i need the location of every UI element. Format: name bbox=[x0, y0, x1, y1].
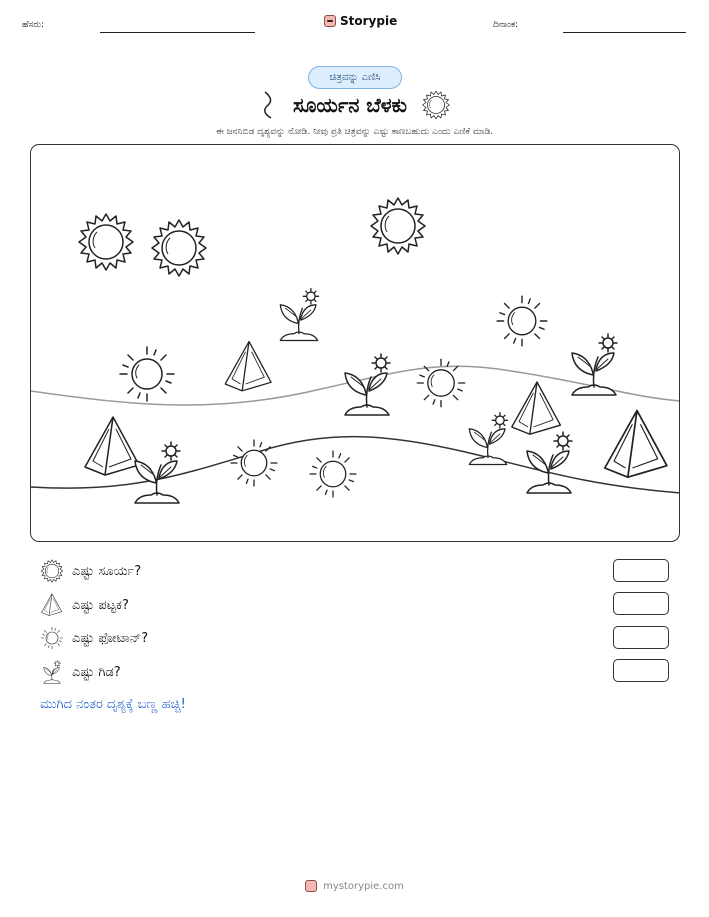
answer-box-photon[interactable] bbox=[613, 626, 669, 649]
photon-icon bbox=[40, 626, 64, 650]
answer-box-sun[interactable] bbox=[613, 559, 669, 582]
name-line[interactable] bbox=[100, 32, 255, 33]
scene-prism bbox=[605, 411, 667, 478]
scene-plant bbox=[135, 442, 180, 503]
mascot-icon bbox=[324, 15, 336, 27]
question-text: ಎಷ್ಟು ಸೂರ್ಯ? bbox=[72, 563, 142, 579]
scene-sun bbox=[371, 198, 425, 254]
scene-plant bbox=[572, 334, 617, 395]
scene-photon bbox=[231, 440, 277, 486]
scene-sun bbox=[79, 214, 133, 270]
scene-prism bbox=[85, 417, 139, 475]
scene-plant bbox=[345, 354, 390, 415]
brand-logo bbox=[324, 14, 397, 28]
scene-prism bbox=[512, 382, 561, 434]
question-photon bbox=[40, 626, 148, 650]
prism-icon bbox=[40, 593, 64, 617]
scene-plant bbox=[469, 413, 507, 465]
question-text: ಎಷ್ಟು ಫೋಟಾನ್? bbox=[72, 630, 149, 646]
scene-sun bbox=[152, 220, 206, 276]
question-prism bbox=[40, 593, 129, 617]
sun-icon bbox=[40, 559, 64, 583]
footer-url[interactable]: mystorypie.com bbox=[323, 880, 404, 892]
answer-box-prism[interactable] bbox=[613, 592, 669, 615]
counting-scene bbox=[30, 144, 680, 542]
date-label: ದಿನಾಂಕ: bbox=[493, 20, 519, 30]
scene-photon bbox=[120, 347, 174, 401]
plant-icon bbox=[40, 660, 64, 684]
question-plant bbox=[40, 660, 121, 684]
sun-icon bbox=[421, 90, 451, 120]
page-title: ಸೂರ್ಯನ ಬೆಳಕು bbox=[293, 93, 407, 117]
question-sun bbox=[40, 559, 141, 583]
scene-plant bbox=[280, 289, 318, 341]
question-text: ಎಷ್ಟು ಗಿಡ? bbox=[72, 664, 121, 680]
mascot-icon bbox=[305, 880, 317, 892]
activity-badge: ಚಿತ್ರವನ್ನು ಎಣಿಸಿ bbox=[308, 66, 402, 89]
scene-photon bbox=[310, 451, 356, 497]
name-label: ಹೆಸರು: bbox=[22, 20, 45, 30]
question-text: ಎಷ್ಟು ಪಟ್ಟಕ? bbox=[72, 597, 129, 613]
brand-name: Storypie bbox=[340, 14, 398, 28]
answer-box-plant[interactable] bbox=[613, 659, 669, 682]
title-row bbox=[190, 88, 520, 122]
date-line[interactable] bbox=[563, 32, 686, 33]
footer bbox=[0, 880, 709, 892]
coloring-instruction: ಮುಗಿದ ನಂತರ ದೃಶ್ಯಕ್ಕೆ ಬಣ್ಣ ಹಚ್ಚಿ! bbox=[40, 697, 186, 712]
squiggle-icon bbox=[259, 90, 279, 120]
scene-photon bbox=[497, 296, 547, 346]
scene-prism bbox=[225, 342, 271, 391]
instructions: ಈ ಜನನಿಬಿಡ ದೃಶ್ಯವನ್ನು ನೋಡಿ. ನೀವು ಪ್ರತಿ ಚಿತ್ರವನ್ನು ಎಷ್ಟು ಕಾಣಬಹುದು ಎಂದು ಎಣಿಕೆ ಮಾಡಿ. bbox=[215, 127, 494, 137]
scene-plant bbox=[527, 432, 572, 493]
